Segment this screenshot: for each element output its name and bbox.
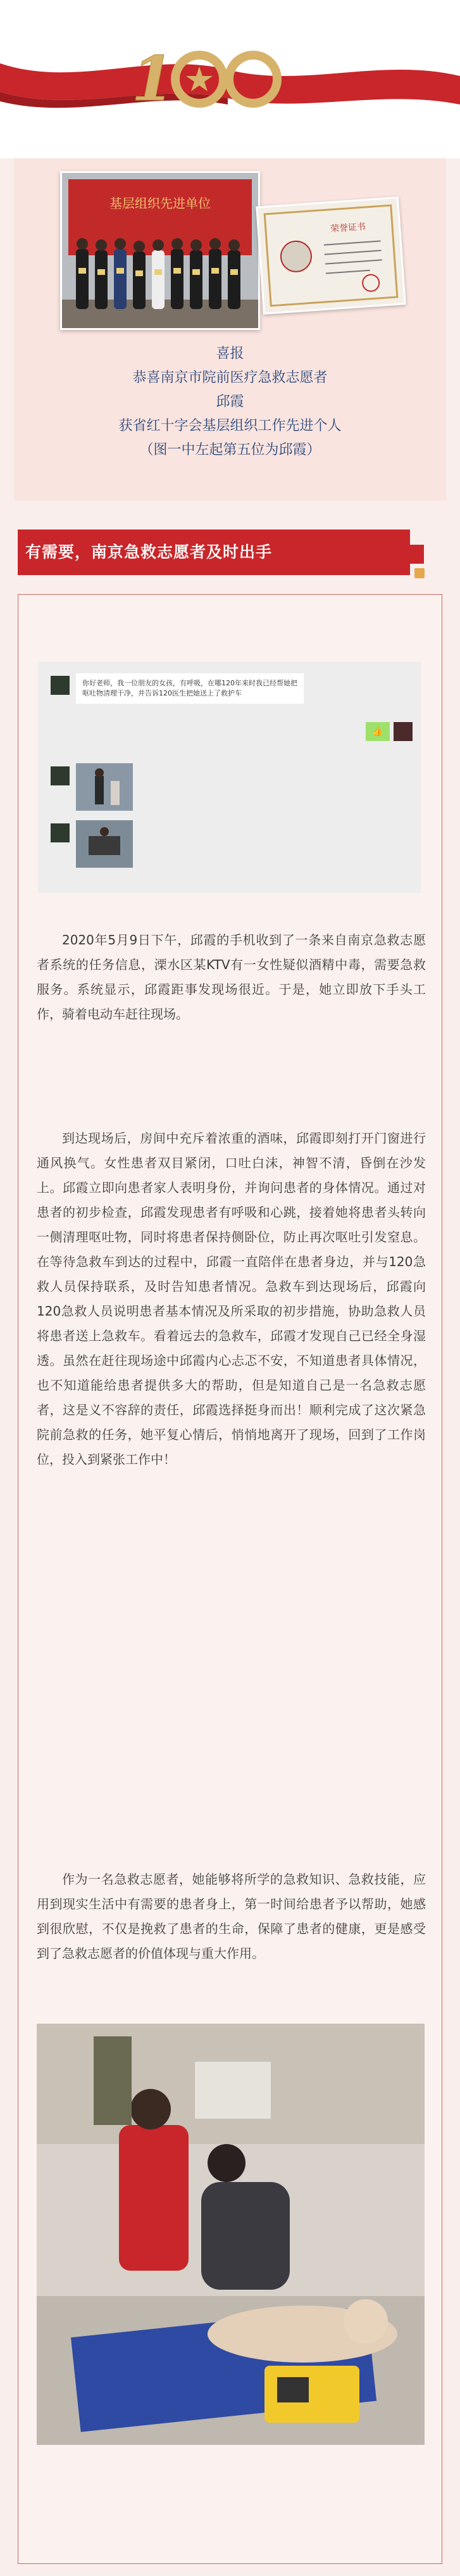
- caption-title: 喜报: [216, 346, 244, 362]
- caption-line-3: 邱霞: [216, 394, 244, 410]
- centenary-100-logo: [120, 44, 285, 114]
- cpr-training-illustration: [37, 2024, 425, 2445]
- chat-avatar: [51, 823, 70, 842]
- scene-photo-icon: [76, 820, 133, 868]
- chat-avatar: [51, 676, 70, 695]
- article-paragraph-2: 到达现场后，房间中充斥着浓重的酒味，邱霞即刻打开门窗进行通风换气。女性患者双目紧闭，口吐白沫，神智不清，昏倒在沙发上。邱霞立即向患者家人表明身份，并询问患者的身体情况。通过对患者的初步检查，邱霞发现患者有呼吸和心跳，接着她将患者头转向一侧清理呕吐物，同时将患者保持侧卧位，防止再次呕吐引发窒息。在等待急救车到达的过程中，邱霞一直陪伴在患者身边，并与120急救人员保持联系，及时告知患者情况。急救车到达现场后，邱霞向120急救人员说明患者基本情况及所采取的初步措施，协助急救人员将患者送上急救车。看着远去的急救车，邱霞才发现自己已经全身湿透。虽然在赶往现场途中邱霞内心忐忑不安，不知道患者具体情况，也不知道能给患者提供多大的帮助，但是知道自己是一名急救志愿者，这是义不容辞的责任，邱霞选择挺身而出！顺利完成了这次紧急院前急救的任务，她平复心情后，悄悄地离开了现场，回到了工作岗位，投入到紧张工作中！: [37, 1131, 426, 1467]
- caption-line-2: 恭喜南京市院前医疗急救志愿者: [132, 370, 328, 386]
- chat-image-thumbnail: [76, 820, 133, 868]
- certificate-illustration: [258, 199, 404, 313]
- svg-text:1: 1: [132, 44, 174, 114]
- caption-line-4: 获省红十字会基层组织工作先进个人: [118, 418, 342, 434]
- chat-screenshot: [38, 662, 421, 893]
- stage-banner-text: 基层组织先进单位: [109, 196, 211, 211]
- award-group-photo: [60, 171, 260, 330]
- cpr-training-photo: [37, 2024, 425, 2445]
- award-ceremony-illustration: [62, 173, 258, 328]
- banner-tab-decoration: [410, 545, 424, 564]
- article-paragraph-1: 2020年5月9日下午，邱霞的手机收到了一条来自南京急救志愿者系统的任务信息，溧水区某KTV有一女性疑似酒精中毒，需要急救服务。系统显示，邱霞距事发现场很近。于是，她立即放下手头工作，骑着电动车赶往现场。: [37, 932, 426, 1022]
- banner-dot-decoration: [414, 568, 425, 578]
- chat-reply-bubble: 👍: [366, 722, 390, 741]
- caption-line-5: （图一中左起第五位为邱霞）: [139, 442, 321, 458]
- article-paragraph-3: 作为一名急救志愿者，她能够将所学的急救知识、急救技能，应用到现实生活中有需要的患者身上，第一时间给患者予以帮助，她感到很欣慰，不仅是挽救了患者的生命，保障了患者的健康，更是感受到了急救志愿者的价值体现与重大作用。: [37, 1872, 426, 1961]
- chat-image-thumbnail: [76, 763, 133, 811]
- chat-avatar-self: [394, 722, 413, 741]
- certificate-title: 荣誉证书: [330, 222, 366, 234]
- header-banner: [0, 0, 460, 158]
- section-title: 有需要，南京急救志愿者及时出手: [25, 543, 273, 561]
- chat-avatar: [51, 766, 70, 785]
- certificate-photo: [256, 196, 406, 314]
- chat-message: 你好老师，我一位朋友的女孩，有呼吸，在哪120年来时我已经帮她把呕吐物清理干净，并告诉120医生把她送上了救护车: [76, 673, 304, 704]
- scene-photo-icon: [76, 763, 133, 811]
